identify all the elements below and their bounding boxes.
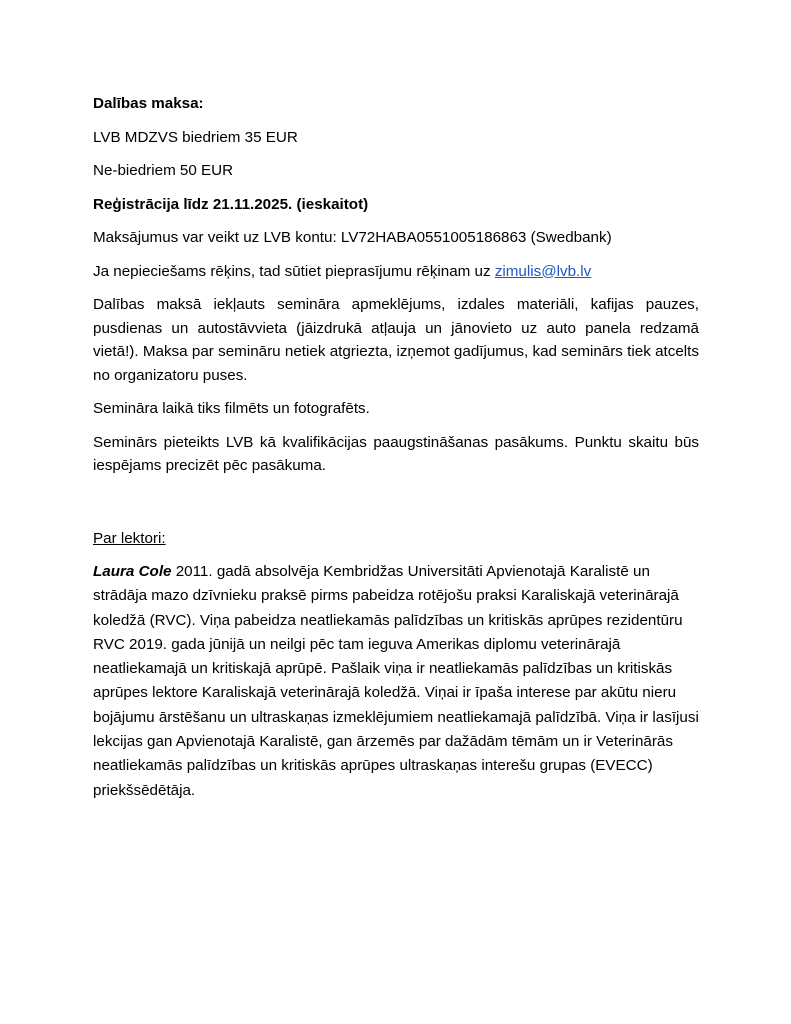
included-info: Dalības maksā iekļauts semināra apmeklējums, izdales materiāli, kafijas pauzes, pusdienas un autostāvvieta (jāizdrukā atļauja un jānovieto uz auto panela redzamā vietā!). Maksa par semināru netiek atgriezta, izņemot gadījumus, kad seminārs tiek atcelts no organizatoru puses. xyxy=(93,296,699,384)
lecturer-heading: Par lektori: xyxy=(93,529,166,547)
invoice-info xyxy=(93,260,699,284)
fee-members: LVB MDZVS biedriem 35 EUR xyxy=(93,128,298,146)
invoice-email-link[interactable]: zimulis@lvb.lv xyxy=(494,262,592,280)
lecturer-bio-text: 2011. gadā absolvēja Kembridžas Universitāti Apvienotajā Karalistē un strādāja mazo dzīvnieku praksē pirms pabeidza rotējošu praksi Karaliskajā veterinārajā koledžā (RVC). Viņa pabeidza neatliekamās palīdzības un kritiskās aprūpes rezidentūru RVC 2019. gada jūnijā un neilgi pēc tam ieguva Amerikas diplomu veterinārajā neatliekamajā un kritiskajā aprūpē. Pašlaik viņa ir neatliekamās palīdzības un kritiskās aprūpes lektore Karaliskajā veterinārajā koledžā. Viņai ir īpaša interese par akūtu nieru bojājumu ārstēšanu un ultraskaņas izmeklējumiem neatliekamajā palīdzībā. Viņa ir lasījusi lekcijas gan Apvienotajā Karalistē, gan ārzemēs par dažādām tēmām un ir Veterinārās neatliekamās palīdzības un kritiskās aprūpes ultraskaņas interešu grupas (EVECC) priekšsēdētāja. xyxy=(93,563,699,799)
qualification-info: Seminārs pieteikts LVB kā kvalifikācijas paaugstināšanas pasākums. Punktu skaitu būs iespējams precizēt pēc pasākuma. xyxy=(93,433,699,474)
payment-info: Maksājumus var veikt uz LVB kontu: LV72HABA0551005186863 (Swedbank) xyxy=(93,229,612,246)
registration-deadline: Reģistrācija līdz 21.11.2025. (ieskaitot) xyxy=(93,195,369,213)
filming-info: Semināra laikā tiks filmēts un fotografēts. xyxy=(93,400,370,417)
invoice-text: Ja nepieciešams rēķins, tad sūtiet pieprasījumu rēķinam uz xyxy=(93,262,495,280)
fee-non-members: Ne-biedriem 50 EUR xyxy=(93,162,234,179)
fee-heading: Dalības maksa: xyxy=(93,95,204,112)
lecturer-bio xyxy=(93,560,699,803)
lecturer-name: Laura Cole xyxy=(93,563,172,580)
document-page xyxy=(93,92,699,803)
